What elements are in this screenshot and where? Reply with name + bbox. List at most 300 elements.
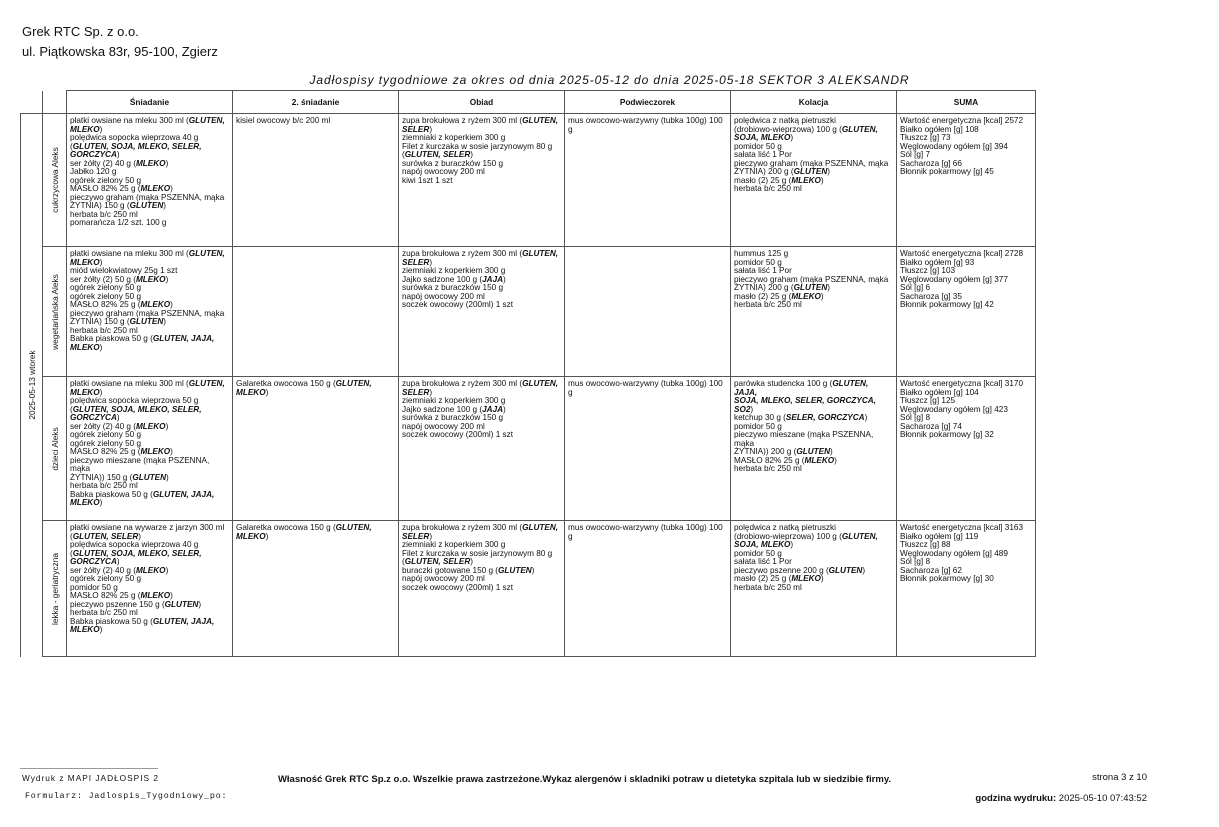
allergen-text: GLUTEN, JAJA, bbox=[152, 334, 215, 343]
allergen-text: MLEKO bbox=[791, 574, 821, 583]
menu-text: polędwica z natką pietruszki bbox=[734, 116, 836, 125]
allergen-text: GLUTEN bbox=[796, 447, 831, 456]
menu-line bbox=[236, 117, 395, 126]
menu-text: pieczywo graham (mąka PSZENNA, mąka bbox=[734, 274, 889, 284]
menu-text: pomidor 50 g bbox=[734, 141, 782, 151]
menu-text: Wartość energetyczna [kcal] 3170 bbox=[900, 379, 1024, 388]
menu-text: ŻYTNIA) 150 g ( bbox=[70, 201, 130, 210]
menu-text: ŻYTNIA) 200 g ( bbox=[734, 167, 794, 176]
menu-text: ( bbox=[70, 548, 73, 558]
allergen-text: MLEKO bbox=[791, 175, 821, 185]
menu-text: kisiel owocowy b/c 200 ml bbox=[236, 116, 331, 125]
document-title: Jadłospisy tygodniowe za okres od dnia 2025-05-12 do dnia 2025-05-18 SEKTOR 3 ALEKSANDR bbox=[309, 73, 910, 87]
meal-cell-second-breakfast bbox=[233, 114, 399, 247]
column-header-dinner: Kolacja bbox=[731, 91, 897, 114]
menu-line bbox=[402, 431, 561, 440]
allergen-text: GLUTEN, SOJA, MLEKO, SELER, bbox=[72, 548, 202, 558]
menu-text: polędwica z natką pietruszki bbox=[734, 523, 836, 532]
menu-text: soczek owocowy (200ml) 1 szt bbox=[402, 582, 514, 592]
meal-cell-lunch bbox=[399, 377, 565, 521]
menu-text: płatki owsiane na mleku 300 ml ( bbox=[70, 116, 189, 125]
header-row bbox=[21, 91, 1036, 114]
allergen-text: MLEKO bbox=[70, 257, 100, 267]
allergen-text: MLEKO bbox=[70, 498, 100, 507]
menu-text: Babka piaskowa 50 g ( bbox=[70, 489, 153, 499]
allergen-text: GLUTEN, bbox=[522, 379, 559, 388]
menu-text: ( bbox=[70, 531, 73, 541]
menu-text: pieczywo graham (mąka PSZENNA, mąka bbox=[70, 192, 225, 202]
menu-text: ) bbox=[116, 150, 120, 159]
menu-text: Białko ogółem [g] 104 bbox=[900, 387, 979, 397]
menu-line bbox=[70, 457, 229, 474]
meal-cell-dinner bbox=[731, 521, 897, 657]
menu-text: ) bbox=[265, 531, 269, 541]
menu-text: MASŁO 82% 25 g ( bbox=[70, 591, 141, 600]
menu-text: masło (2) 25 g ( bbox=[734, 291, 792, 301]
meal-cell-breakfast bbox=[67, 247, 233, 377]
menu-text: ) bbox=[862, 565, 866, 575]
menu-text: pomidor 50 g bbox=[734, 548, 782, 558]
menu-line bbox=[734, 465, 893, 474]
menu-text: Sól [g] 8 bbox=[900, 413, 931, 422]
menu-text: Wartość energetyczna [kcal] 3163 bbox=[900, 523, 1024, 532]
menu-text: Babka piaskowa 50 g ( bbox=[70, 616, 153, 626]
menu-text: ) bbox=[429, 531, 433, 541]
menu-text: ) bbox=[116, 557, 120, 566]
menu-text: polędwica sopocka wieprzowa 40 g bbox=[70, 540, 199, 549]
menu-text: płatki owsiane na mleku 300 ml ( bbox=[70, 379, 189, 388]
menu-text: ) bbox=[99, 498, 103, 507]
allergen-text: JAJA bbox=[482, 274, 504, 284]
allergen-text: MLEKO bbox=[135, 158, 166, 168]
menu-text: napój owocowy 200 ml bbox=[402, 574, 485, 583]
allergen-text: GLUTEN bbox=[793, 283, 828, 292]
menu-text: pomidor 50 g bbox=[734, 257, 782, 267]
date-cell bbox=[21, 114, 43, 657]
menu-line bbox=[900, 431, 1032, 440]
diet-cell bbox=[43, 377, 67, 521]
menu-text: ) bbox=[820, 291, 824, 301]
menu-text: Węglowodany ogółem [g] 394 bbox=[900, 141, 1008, 151]
menu-text: herbata b/c 250 ml bbox=[70, 608, 138, 617]
menu-text: ) bbox=[790, 540, 794, 549]
menu-text: sałata liść 1 Por bbox=[734, 557, 792, 566]
menu-text: surówka z buraczków 150 g bbox=[402, 283, 504, 292]
allergen-text: GLUTEN bbox=[132, 472, 167, 482]
nutrition-summary-cell bbox=[897, 377, 1036, 521]
meal-cell-afternoon-snack bbox=[565, 247, 731, 377]
menu-text: ) bbox=[750, 404, 754, 414]
meal-cell-lunch bbox=[399, 247, 565, 377]
menu-text: ziemniaki z koperkiem 300 g bbox=[402, 133, 506, 142]
menu-text: Sacharoza [g] 35 bbox=[900, 291, 962, 301]
menu-text: MASŁO 82% 25 g ( bbox=[70, 300, 141, 309]
allergen-text: GLUTEN bbox=[793, 167, 828, 176]
menu-text: pomidor 50 g bbox=[734, 421, 782, 431]
allergen-text: MLEKO bbox=[135, 565, 166, 575]
menu-text: płatki owsiane na mleku 300 ml ( bbox=[70, 249, 189, 258]
meal-cell-dinner bbox=[731, 377, 897, 521]
menu-text: ) bbox=[165, 421, 169, 431]
menu-text: masło (2) 25 g ( bbox=[734, 175, 792, 185]
menu-text: surówka z buraczków 150 g bbox=[402, 413, 504, 422]
meal-cell-breakfast bbox=[67, 521, 233, 657]
menu-text: Galaretka owocowa 150 g ( bbox=[236, 523, 336, 532]
menu-text: hummus 125 g bbox=[734, 249, 789, 258]
menu-text: pieczywo mieszane (mąka PSZENNA, mąka bbox=[70, 455, 210, 473]
menu-text: ( bbox=[402, 557, 405, 566]
menu-text: ) bbox=[265, 387, 269, 397]
page-number: strona 3 z 10 bbox=[1092, 772, 1147, 783]
menu-text: ( bbox=[402, 150, 405, 159]
menu-line bbox=[568, 524, 727, 541]
allergen-text: GLUTEN, SELER bbox=[72, 531, 139, 541]
menu-text: ) bbox=[429, 124, 433, 134]
allergen-text: SOJA, MLEKO, SELER, GORCZYCA, bbox=[734, 396, 876, 405]
allergen-text: GLUTEN, bbox=[335, 523, 372, 532]
allergen-text: GLUTEN, JAJA, bbox=[152, 616, 215, 626]
menu-text: sałata liść 1 Por bbox=[734, 150, 792, 159]
menu-text: Węglowodany ogółem [g] 423 bbox=[900, 404, 1008, 414]
menu-line bbox=[236, 533, 395, 542]
menu-text: soczek owocowy (200ml) 1 szt bbox=[402, 430, 514, 439]
header-blank bbox=[21, 91, 43, 114]
menu-line bbox=[900, 301, 1032, 310]
menu-text: Filet z kurczaka w sosie jarzynowym 80 g bbox=[402, 548, 553, 558]
menu-text: polędwica sopocka wieprzowa 50 g bbox=[70, 396, 199, 405]
menu-text: Białko ogółem [g] 119 bbox=[900, 531, 979, 541]
menu-line bbox=[734, 185, 893, 194]
allergen-text: SELER, GORCZYCA bbox=[785, 413, 865, 422]
menu-text: ) bbox=[470, 557, 473, 566]
menu-text: ser żółty (2) 40 g ( bbox=[70, 158, 136, 168]
menu-text: ogórek zielony 50 g bbox=[70, 283, 142, 292]
menu-text: ) bbox=[163, 201, 167, 210]
allergen-text: SOJA, MLEKO bbox=[734, 540, 791, 549]
allergen-text: MLEKO bbox=[804, 455, 835, 465]
footer-copyright: Własność Grek RTC Sp.z o.o. Wszelkie prawa zastrzeżone.Wykaz alergenów i skladniki potraw u dietetyka szpitala lub w siedzibie firmy. bbox=[277, 774, 892, 785]
allergen-text: MLEKO bbox=[140, 184, 171, 193]
menu-line bbox=[900, 575, 1032, 584]
menu-line bbox=[568, 117, 727, 134]
diet-label: dzieci Aleks bbox=[49, 426, 60, 471]
menu-text: ) bbox=[99, 124, 103, 134]
print-time-label: godzina wydruku: bbox=[975, 793, 1057, 804]
menu-text: Sól [g] 7 bbox=[900, 150, 931, 159]
menu-text: mus owocowo-warzywny (tubka 100g) 100 g bbox=[568, 379, 723, 397]
menu-text: ) bbox=[165, 274, 169, 284]
footer-form-name: Formularz: Jadlospis_Tygodniowy_po: bbox=[25, 792, 228, 801]
menu-text: surówka z buraczków 150 g bbox=[402, 158, 504, 168]
menu-text: pomarańcza 1/2 szt. 100 g bbox=[70, 218, 167, 227]
diet-label: lekka - geriatryczna bbox=[49, 552, 60, 625]
meal-cell-lunch bbox=[399, 114, 565, 247]
menu-text: herbata b/c 250 ml bbox=[734, 582, 802, 592]
menu-text: pieczywo graham (mąka PSZENNA, mąka bbox=[734, 158, 889, 168]
allergen-text: GLUTEN bbox=[498, 565, 532, 575]
menu-text: herbata b/c 250 ml bbox=[70, 481, 138, 490]
allergen-text: MLEKO bbox=[135, 274, 166, 284]
menu-line bbox=[402, 177, 561, 186]
meal-cell-afternoon-snack bbox=[565, 377, 731, 521]
allergen-text: MLEKO bbox=[236, 387, 266, 397]
footer-software: Wydruk z MAPI JADŁOSPIS 2 bbox=[22, 773, 159, 783]
menu-text: Jajko sadzone 100 g ( bbox=[402, 274, 483, 284]
allergen-text: MLEKO bbox=[70, 625, 100, 634]
menu-text: Sól [g] 8 bbox=[900, 557, 931, 566]
allergen-text: GLUTEN, SOJA, MLEKO, SELER, bbox=[72, 404, 202, 414]
menu-text: ( bbox=[70, 141, 73, 151]
menu-text: Wartość energetyczna [kcal] 2572 bbox=[900, 116, 1024, 125]
weekly-menu-table bbox=[20, 90, 1036, 657]
table-row bbox=[21, 377, 1036, 521]
allergen-text: GLUTEN, JAJA, bbox=[734, 379, 869, 397]
menu-text: Babka piaskowa 50 g ( bbox=[70, 334, 153, 343]
menu-text: miód wielokwiatowy 25g 1 szt bbox=[70, 266, 178, 275]
allergen-text: SO2 bbox=[734, 404, 751, 414]
menu-text: ŻYTNIA) 200 g ( bbox=[734, 283, 794, 292]
menu-line bbox=[402, 584, 561, 593]
menu-line bbox=[70, 344, 229, 353]
menu-text: ) bbox=[470, 150, 473, 159]
print-time-value: 2025-05-10 07:43:52 bbox=[1058, 793, 1147, 804]
menu-text: pieczywo mieszane (mąka PSZENNA, mąka bbox=[734, 430, 874, 448]
meal-cell-breakfast bbox=[67, 114, 233, 247]
menu-line bbox=[70, 499, 229, 508]
menu-text: herbata b/c 250 ml bbox=[70, 325, 138, 335]
menu-text: ) bbox=[429, 257, 433, 267]
company-name: Grek RTC Sp. z o.o. bbox=[22, 24, 139, 39]
menu-text: soczek owocowy (200ml) 1 szt bbox=[402, 300, 514, 309]
column-header-afternoon-snack: Podwieczorek bbox=[565, 91, 731, 114]
menu-text: Błonnik pokarmowy [g] 42 bbox=[900, 300, 994, 309]
meal-cell-second-breakfast bbox=[233, 521, 399, 657]
menu-text: ) bbox=[827, 283, 831, 292]
menu-text: ) bbox=[429, 387, 433, 397]
menu-text: Tłuszcz [g] 73 bbox=[900, 133, 951, 142]
menu-text: herbata b/c 250 ml bbox=[734, 464, 802, 473]
menu-text: ŻYTNIA)) 150 g ( bbox=[70, 472, 133, 482]
allergen-text: MLEKO bbox=[140, 447, 171, 456]
company-address: ul. Piątkowska 83r, 95-100, Zgierz bbox=[22, 44, 218, 59]
allergen-text: GLUTEN, bbox=[522, 523, 559, 532]
menu-text: ) bbox=[99, 342, 103, 352]
menu-line bbox=[734, 380, 893, 397]
allergen-text: GLUTEN bbox=[828, 565, 863, 575]
menu-text: ) bbox=[170, 184, 173, 193]
menu-line bbox=[734, 584, 893, 593]
menu-text: MASŁO 82% 25 g ( bbox=[734, 455, 805, 465]
column-header-lunch: Obiad bbox=[399, 91, 565, 114]
menu-text: ) bbox=[99, 387, 103, 397]
allergen-text: MLEKO bbox=[70, 342, 100, 352]
menu-text: Sacharoza [g] 66 bbox=[900, 158, 962, 168]
menu-line bbox=[734, 301, 893, 310]
menu-line bbox=[236, 389, 395, 398]
menu-text: MASŁO 82% 25 g ( bbox=[70, 184, 141, 193]
menu-text: ) bbox=[99, 625, 103, 634]
menu-text: ser żółty (2) 40 g ( bbox=[70, 565, 136, 575]
diet-cell bbox=[43, 114, 67, 247]
meal-cell-lunch bbox=[399, 521, 565, 657]
menu-text: buraczki gotowane 150 g ( bbox=[402, 565, 499, 575]
menu-text: zupa brokułowa z ryżem 300 ml ( bbox=[402, 379, 523, 388]
menu-text: ) bbox=[163, 317, 167, 326]
menu-text: ) bbox=[170, 300, 173, 309]
menu-text: ) bbox=[165, 158, 169, 168]
menu-text: ziemniaki z koperkiem 300 g bbox=[402, 396, 506, 405]
menu-text: mus owocowo-warzywny (tubka 100g) 100 g bbox=[568, 523, 723, 541]
allergen-text: GLUTEN, JAJA, bbox=[152, 489, 215, 499]
menu-text: (drobiowo-wieprzowa) 100 g ( bbox=[734, 531, 842, 541]
meal-cell-second-breakfast bbox=[233, 377, 399, 521]
column-header-breakfast: Śniadanie bbox=[67, 91, 233, 114]
menu-line bbox=[734, 397, 893, 406]
diet-cell bbox=[43, 247, 67, 377]
menu-text: Tłuszcz [g] 125 bbox=[900, 396, 956, 405]
menu-text: Błonnik pokarmowy [g] 30 bbox=[900, 574, 994, 583]
allergen-text: GLUTEN, bbox=[188, 379, 225, 388]
table-row bbox=[21, 521, 1036, 657]
allergen-text: GLUTEN, bbox=[841, 531, 878, 541]
menu-text: Białko ogółem [g] 93 bbox=[900, 257, 975, 267]
diet-label: cukrzycowa Aleks bbox=[49, 147, 60, 213]
menu-text: Filet z kurczaka w sosie jarzynowym 80 g bbox=[402, 141, 553, 151]
menu-text: ) bbox=[820, 175, 824, 185]
menu-text: (drobiowo-wieprzowa) 100 g ( bbox=[734, 124, 842, 134]
allergen-text: GLUTEN bbox=[129, 201, 164, 210]
allergen-text: SOJA, MLEKO bbox=[734, 133, 791, 142]
menu-text: Sól [g] 6 bbox=[900, 283, 931, 292]
table-row bbox=[21, 247, 1036, 377]
allergen-text: GLUTEN, bbox=[188, 249, 225, 258]
menu-text: ogórek zielony 50 g bbox=[70, 291, 142, 301]
diet-cell bbox=[43, 521, 67, 657]
allergen-text: SELER bbox=[402, 124, 430, 134]
menu-text: ogórek zielony 50 g bbox=[70, 430, 142, 439]
meal-cell-afternoon-snack bbox=[565, 114, 731, 247]
allergen-text: SELER bbox=[402, 257, 430, 267]
meal-cell-breakfast bbox=[67, 377, 233, 521]
menu-text: polędwica sopocka wieprzowa 40 g bbox=[70, 133, 199, 142]
menu-text: ) bbox=[820, 574, 824, 583]
menu-text: ) bbox=[834, 455, 837, 465]
nutrition-summary-cell bbox=[897, 114, 1036, 247]
menu-text: ser żółty (2) 40 g ( bbox=[70, 421, 136, 431]
menu-text: Jabłko 120 g bbox=[70, 167, 117, 176]
menu-text: Błonnik pokarmowy [g] 32 bbox=[900, 430, 994, 439]
menu-text: ) bbox=[170, 591, 173, 600]
menu-text: ŻYTNIA) 150 g ( bbox=[70, 317, 130, 326]
menu-text: sałata liść 1 Por bbox=[734, 266, 792, 275]
nutrition-summary-cell bbox=[897, 521, 1036, 657]
menu-text: mus owocowo-warzywny (tubka 100g) 100 g bbox=[568, 116, 723, 134]
menu-text: ) bbox=[116, 413, 120, 422]
table-row bbox=[21, 114, 1036, 247]
menu-text: ziemniaki z koperkiem 300 g bbox=[402, 266, 506, 275]
menu-line bbox=[734, 431, 893, 448]
allergen-text: GLUTEN, SELER bbox=[404, 557, 471, 566]
menu-text: MASŁO 82% 25 g ( bbox=[70, 447, 141, 456]
menu-text: ketchup 30 g ( bbox=[734, 413, 786, 422]
menu-text: herbata b/c 250 ml bbox=[734, 184, 802, 193]
allergen-text: MLEKO bbox=[70, 124, 100, 134]
menu-text: ) bbox=[830, 447, 833, 456]
menu-line bbox=[568, 380, 727, 397]
allergen-text: GLUTEN, bbox=[522, 116, 559, 125]
allergen-text: GORCZYCA bbox=[70, 557, 117, 566]
menu-line bbox=[402, 301, 561, 310]
menu-text: ) bbox=[503, 274, 506, 284]
allergen-text: JAJA bbox=[482, 404, 504, 414]
menu-text: pieczywo pszenne 150 g ( bbox=[70, 599, 165, 609]
allergen-text: GLUTEN, bbox=[522, 249, 559, 258]
menu-text: Sacharoza [g] 74 bbox=[900, 421, 962, 431]
menu-text: ser żółty (2) 50 g ( bbox=[70, 274, 136, 284]
allergen-text: GLUTEN, bbox=[841, 124, 878, 134]
footer-divider bbox=[20, 768, 158, 769]
header-blank bbox=[43, 91, 67, 114]
column-header-sum: SUMA bbox=[897, 91, 1036, 114]
allergen-text: MLEKO bbox=[140, 300, 171, 309]
menu-text: ) bbox=[138, 531, 141, 541]
allergen-text: GLUTEN, SELER bbox=[404, 150, 471, 159]
menu-text: napój owocowy 200 ml bbox=[402, 421, 485, 431]
menu-text: ( bbox=[70, 404, 73, 414]
menu-text: masło (2) 25 g ( bbox=[734, 574, 792, 583]
menu-text: napój owocowy 200 ml bbox=[402, 291, 485, 301]
allergen-text: MLEKO bbox=[791, 291, 821, 301]
meal-cell-dinner bbox=[731, 247, 897, 377]
menu-text: ) bbox=[864, 413, 868, 422]
allergen-text: GORCZYCA bbox=[70, 150, 117, 159]
menu-text: parówka studencka 100 g ( bbox=[734, 379, 833, 388]
allergen-text: GORCZYCA bbox=[70, 413, 117, 422]
menu-text: ) bbox=[198, 599, 202, 609]
allergen-text: GLUTEN, bbox=[335, 379, 372, 388]
allergen-text: SELER bbox=[402, 531, 430, 541]
menu-text: Sacharoza [g] 62 bbox=[900, 565, 962, 575]
menu-text: zupa brokułowa z ryżem 300 ml ( bbox=[402, 523, 523, 532]
menu-text: płatki owsiane na wywarze z jarzyn 300 ml bbox=[70, 523, 225, 532]
menu-text: pieczywo graham (mąka PSZENNA, mąka bbox=[70, 308, 225, 318]
allergen-text: GLUTEN bbox=[164, 599, 199, 609]
menu-text: herbata b/c 250 ml bbox=[734, 300, 802, 309]
allergen-text: MLEKO bbox=[70, 387, 100, 397]
menu-text: ) bbox=[165, 565, 169, 575]
menu-text: ) bbox=[99, 257, 103, 267]
menu-text: ogórek zielony 50 g bbox=[70, 175, 142, 185]
allergen-text: GLUTEN, SOJA, MLEKO, SELER, bbox=[72, 141, 202, 151]
menu-line bbox=[900, 168, 1032, 177]
menu-line bbox=[70, 626, 229, 635]
menu-text: pieczywo pszenne 200 g ( bbox=[734, 565, 829, 575]
allergen-text: SELER bbox=[402, 387, 430, 397]
menu-text: kiwi 1szt 1 szt bbox=[402, 175, 453, 185]
nutrition-summary-cell bbox=[897, 247, 1036, 377]
allergen-text: GLUTEN, bbox=[188, 116, 225, 125]
menu-text: herbata b/c 250 ml bbox=[70, 209, 138, 219]
allergen-text: MLEKO bbox=[140, 591, 171, 600]
allergen-text: GLUTEN bbox=[129, 317, 164, 326]
menu-text: zupa brokułowa z ryżem 300 ml ( bbox=[402, 249, 523, 258]
menu-text: Węglowodany ogółem [g] 377 bbox=[900, 274, 1008, 284]
menu-text: napój owocowy 200 ml bbox=[402, 167, 485, 176]
menu-text: Tłuszcz [g] 103 bbox=[900, 266, 956, 275]
menu-text: ) bbox=[531, 565, 535, 575]
menu-text: ogórek zielony 50 g bbox=[70, 574, 142, 583]
menu-text: ogórek zielony 50 g bbox=[70, 438, 142, 448]
